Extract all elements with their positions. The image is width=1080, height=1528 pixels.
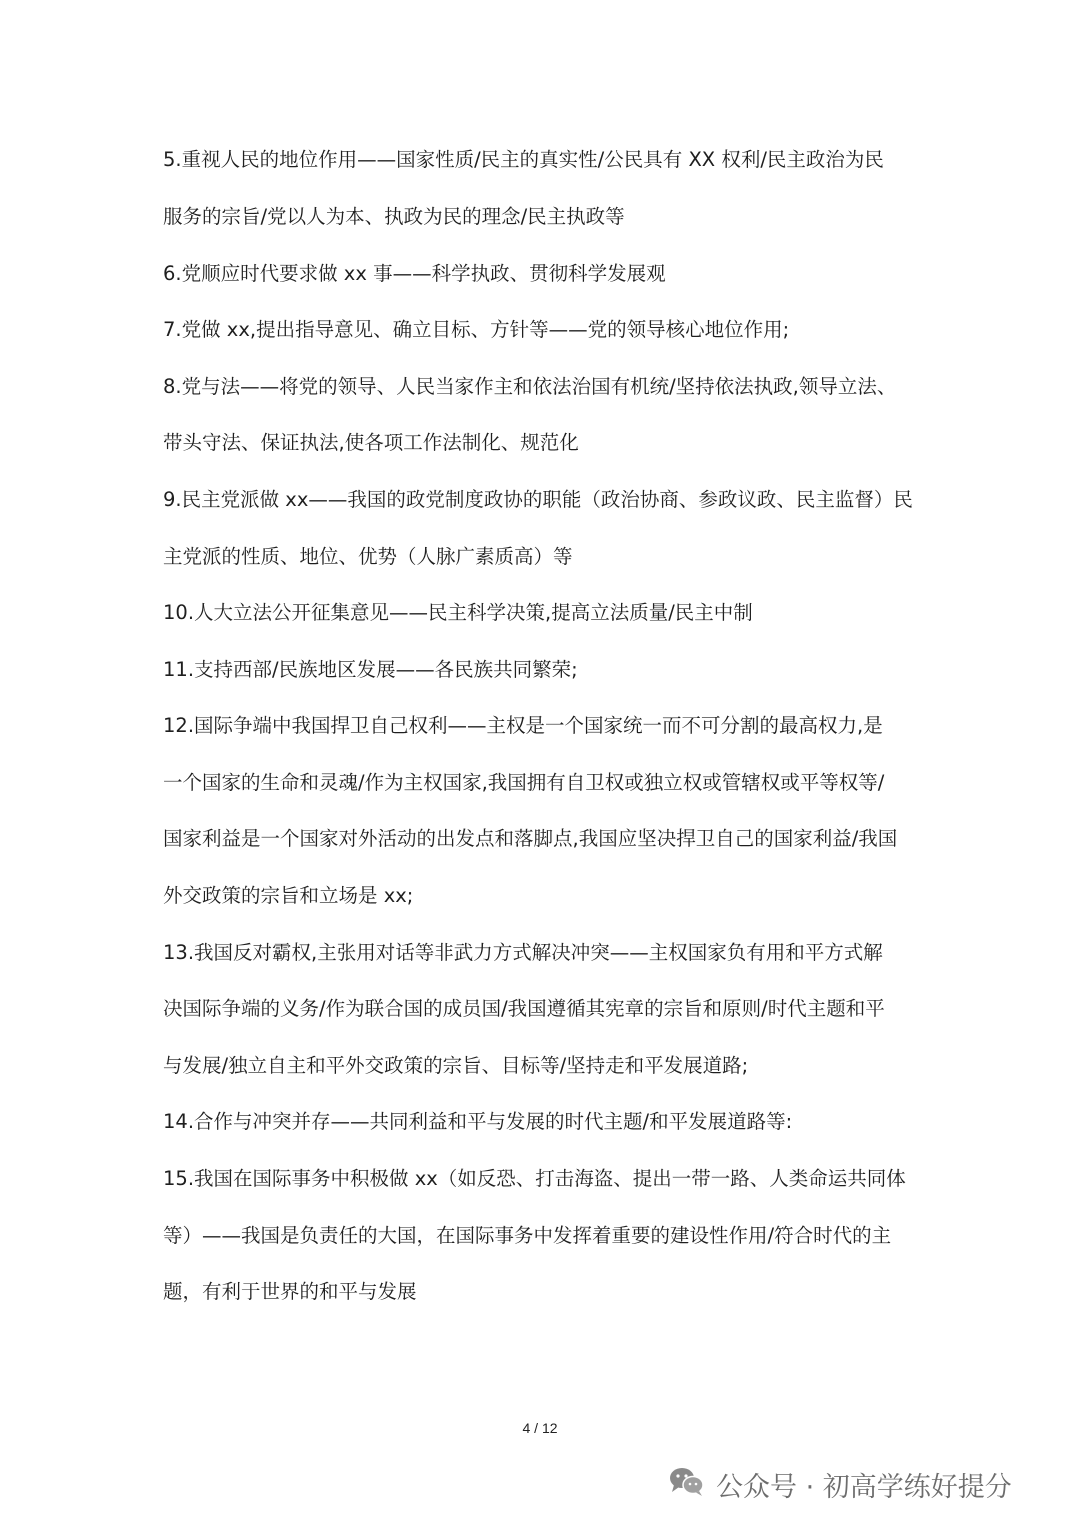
text-line: 15.我国在国际事务中积极做 xx（如反恐、打击海盗、提出一带一路、人类命运共同体 <box>163 1167 906 1190</box>
text-line: 11.支持西部/民族地区发展——各民族共同繁荣; <box>163 658 578 681</box>
page-number: 4 / 12 <box>522 1420 558 1436</box>
text-line: 12.国际争端中我国捍卫自己权利——主权是一个国家统一而不可分割的最高权力,是 <box>163 714 883 737</box>
text-line: 8.党与法——将党的领导、人民当家作主和依法治国有机统/坚持依法执政,领导立法、 <box>163 375 897 398</box>
text-line: 与发展/独立自主和平外交政策的宗旨、目标等/坚持走和平发展道路; <box>163 1054 749 1077</box>
watermark-text: 公众号 · 初高学练好提分 <box>716 1471 1012 1503</box>
text-line: 6.党顺应时代要求做 xx 事——科学执政、贯彻科学发展观 <box>163 262 666 285</box>
text-line: 7.党做 xx,提出指导意见、确立目标、方针等——党的领导核心地位作用; <box>163 318 790 341</box>
text-line: 带头守法、保证执法,使各项工作法制化、规范化 <box>163 431 579 454</box>
text-line: 13.我国反对霸权,主张用对话等非武力方式解决冲突——主权国家负有用和平方式解 <box>163 941 883 964</box>
text-line: 14.合作与冲突并存——共同利益和平与发展的时代主题/和平发展道路等: <box>163 1110 793 1133</box>
text-line: 一个国家的生命和灵魂/作为主权国家,我国拥有自卫权或独立权或管辖权或平等权等/ <box>163 771 885 794</box>
text-line: 国家利益是一个国家对外活动的出发点和落脚点,我国应坚决捍卫自己的国家利益/我国 <box>163 827 898 850</box>
text-line: 题，有利于世界的和平与发展 <box>163 1280 417 1303</box>
text-line: 10.人大立法公开征集意见——民主科学决策,提高立法质量/民主中制 <box>163 601 753 624</box>
text-line: 服务的宗旨/党以人为本、执政为民的理念/民主执政等 <box>163 205 625 228</box>
text-line: 等）——我国是负责任的大国，在国际事务中发挥着重要的建设性作用/符合时代的主 <box>163 1224 892 1247</box>
wechat-icon <box>668 1465 716 1504</box>
text-line: 5.重视人民的地位作用——国家性质/民主的真实性/公民具有 XX 权利/民主政治为民 <box>163 148 884 171</box>
text-line: 外交政策的宗旨和立场是 xx; <box>163 884 414 907</box>
text-line: 9.民主党派做 xx——我国的政党制度政协的职能（政治协商、参政议政、民主监督）民 <box>163 488 913 511</box>
text-line: 主党派的性质、地位、优势（人脉广素质高）等 <box>163 545 573 568</box>
text-line: 决国际争端的义务/作为联合国的成员国/我国遵循其宪章的宗旨和原则/时代主题和平 <box>163 997 885 1020</box>
watermark <box>668 1462 1012 1506</box>
